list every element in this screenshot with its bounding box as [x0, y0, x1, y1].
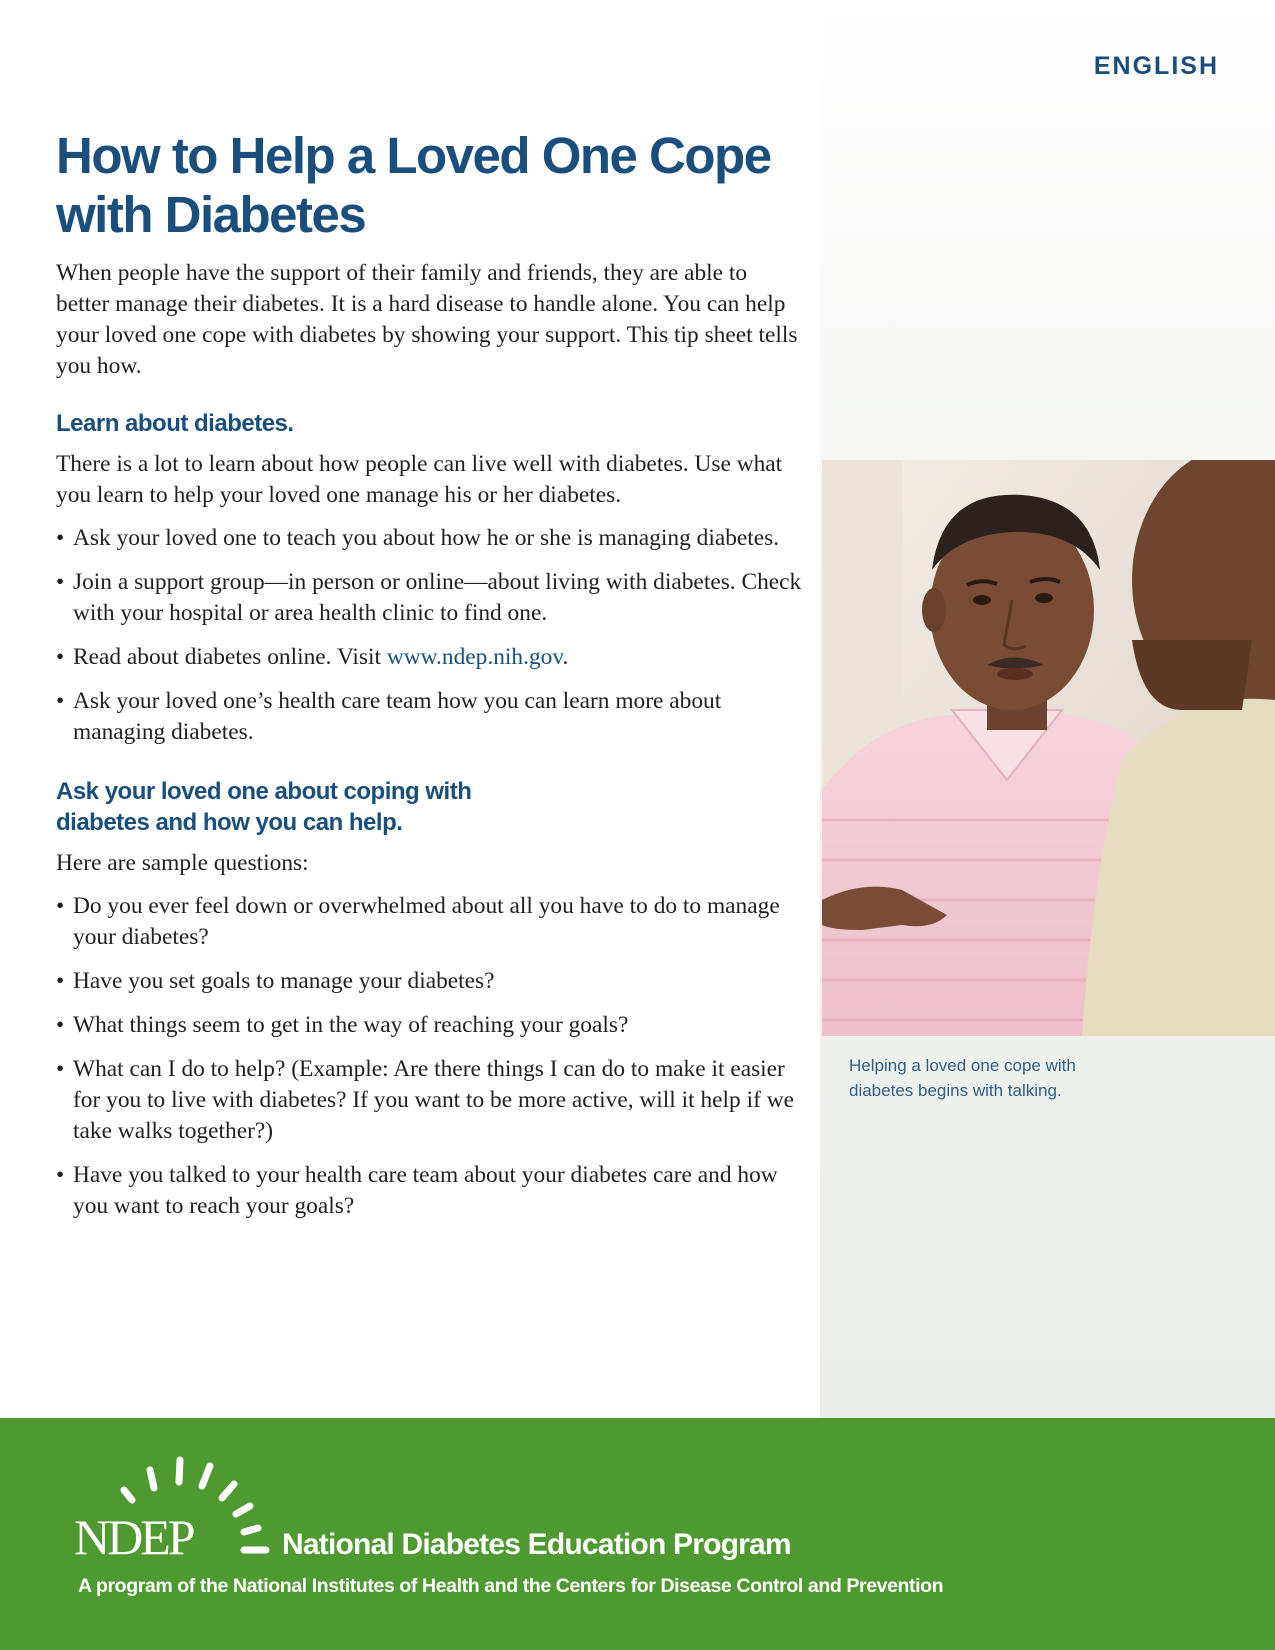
ndep-logo-text: NDEP — [74, 1509, 193, 1565]
section-ask — [56, 776, 806, 1222]
program-subtitle: A program of the National Institutes of Health and the Centers for Disease Control and Prevention — [78, 1575, 944, 1597]
photo-caption: Helping a loved one cope with diabetes begins with talking. — [849, 1056, 1076, 1100]
list-item: • Ask your loved one to teach you about how he or she is managing diabetes. — [56, 523, 806, 554]
page-title: How to Help a Loved One Cope with Diabetes — [56, 127, 771, 243]
list-item: • Have you talked to your health care team about your diabetes care and how you want to reach your goals? — [56, 1160, 806, 1222]
read-suffix: . — [562, 644, 569, 670]
section-text-ask: Here are sample questions: — [56, 850, 309, 876]
list-item: • Join a support group—in person or online—about living with diabetes. Check with your hospital or area health clinic to find one. — [56, 567, 806, 629]
section-heading-learn: Learn about diabetes. — [56, 410, 294, 437]
section-heading-ask: Ask your loved one about coping with diabetes and how you can help. — [56, 778, 472, 836]
list-item: • What can I do to help? (Example: Are there things I can do to make it easier for you to live with diabetes? If you want to be more active, will it help if we take walks together?) — [56, 1054, 806, 1147]
section-text-learn: There is a lot to learn about how people can live well with diabetes. Use what you learn to help your loved one manage his or her diabetes. — [56, 451, 783, 508]
conversation-photo — [822, 460, 1275, 1036]
read-prefix: Read about diabetes online. Visit — [73, 644, 387, 670]
list-item: • Do you ever feel down or overwhelmed about all you have to do to manage your diabetes? — [56, 891, 806, 953]
intro-paragraph: When people have the support of their family and friends, they are able to better manage their diabetes. It is a hard disease to handle alone. You can help your loved one cope with diabetes by showing your support. This tip sheet tells you how. — [56, 260, 798, 379]
language-label: ENGLISH — [1093, 52, 1219, 80]
list-item — [56, 642, 806, 673]
main-content — [56, 258, 806, 1235]
bullet-list-questions — [56, 891, 806, 1222]
photo-illustration — [822, 460, 1275, 1036]
list-item: • Have you set goals to manage your diabetes? — [56, 966, 806, 997]
program-name: National Diabetes Education Program — [282, 1528, 791, 1561]
ndep-website-link[interactable]: www.ndep.nih.gov — [386, 644, 563, 670]
bullet-list-learn — [56, 523, 806, 748]
list-item: • Ask your loved one’s health care team how you can learn more about managing diabetes. — [56, 686, 806, 748]
list-item: • What things seem to get in the way of reaching your goals? — [56, 1010, 806, 1041]
